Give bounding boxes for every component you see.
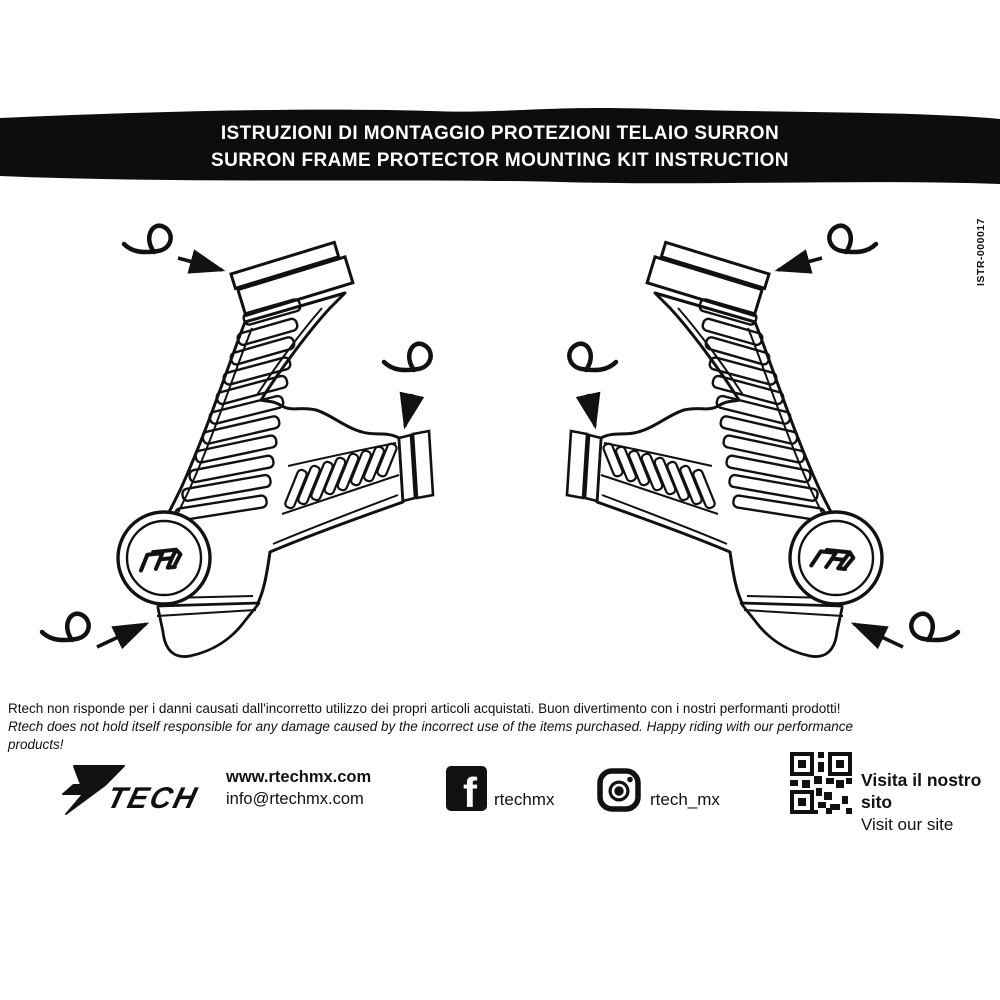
website-url: www.rtechmx.com: [226, 768, 372, 786]
rtech-logo-text: TECH: [103, 781, 202, 815]
visit-text-it: Visita il nostro sito: [861, 770, 982, 812]
header-band: [0, 100, 1000, 192]
right-protector-drawing: [567, 226, 958, 657]
frame-protector-diagram: [0, 200, 1000, 700]
instagram-block: [597, 768, 720, 812]
disclaimer-english: Rtech does not hold itself responsible for any damage caused by the incorrect use of the items purchased. Happy riding with our performance products!: [8, 719, 853, 753]
header-title-line1: ISTRUZIONI DI MONTAGGIO PROTEZIONI TELAIO SURRON: [220, 122, 780, 144]
facebook-f-glyph: f: [463, 769, 477, 812]
visit-text-en: Visit our site: [861, 814, 954, 834]
email-address: info@rtechmx.com: [226, 790, 364, 809]
left-protector-drawing: [42, 226, 433, 657]
contact-block: [226, 766, 371, 811]
instagram-handle: rtech_mx: [650, 790, 720, 809]
header-title-line2: SURRON FRAME PROTECTOR MOUNTING KIT INSTRUCTION: [211, 149, 789, 171]
facebook-block: [446, 766, 554, 812]
facebook-icon: [446, 766, 487, 812]
instagram-icon: [597, 768, 641, 812]
doc-code-label: ISTR-000017: [975, 218, 987, 286]
qr-code: [790, 752, 852, 814]
disclaimer-italian: Rtech non risponde per i danni causati dall'incorretto utilizzo dei propri articoli acquistati. Buon divertimento con i nostri performanti prodotti!: [8, 701, 841, 716]
rtech-logo: [42, 758, 222, 820]
disclaimer: [8, 700, 908, 755]
facebook-handle: rtechmx: [494, 790, 555, 809]
footer: [0, 750, 1000, 840]
visit-block: [861, 770, 1000, 835]
